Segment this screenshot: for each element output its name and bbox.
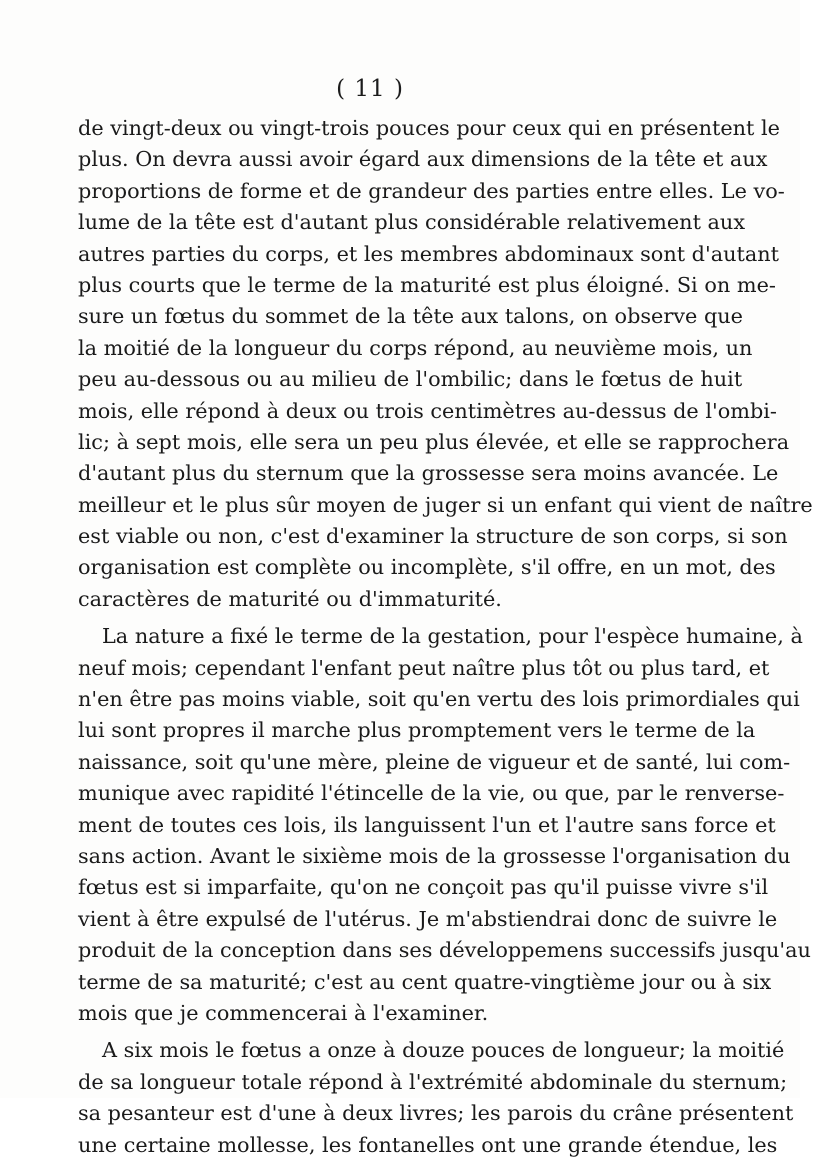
text-line: vient à être expulsé de l'utérus. Je m'abstiendrai donc de suivre le <box>78 906 778 931</box>
text-line: lume de la tête est d'autant plus considérable relativement aux <box>78 210 746 235</box>
text-line: naissance, soit qu'une mère, pleine de vigueur et de santé, lui com- <box>78 749 791 774</box>
paragraph <box>78 113 813 615</box>
text-line: organisation est complète ou incomplète, s'il offre, en un mot, des <box>78 555 776 580</box>
text-line: mois que je commencerai à l'examiner. <box>78 1000 489 1025</box>
text-line: produit de la conception dans ses développemens successifs jusqu'au <box>78 938 811 963</box>
text-line: ment de toutes ces lois, ils languissent l'un et l'autre sans force et <box>78 812 776 837</box>
text-line: terme de sa maturité; c'est au cent quatre-vingtième jour ou à six <box>78 969 772 994</box>
page-number: ( 11 ) <box>336 76 404 102</box>
text-line: n'en être pas moins viable, soit qu'en vertu des lois primordiales qui <box>78 687 800 712</box>
text-line: proportions de forme et de grandeur des parties entre elles. Le vo- <box>78 178 785 203</box>
text-line: d'autant plus du sternum que la grossesse sera moins avancée. Le <box>78 461 779 486</box>
text-line: une certaine mollesse, les fontanelles ont une grande étendue, les <box>78 1132 778 1157</box>
text-line: la moitié de la longueur du corps répond, au neuvième mois, un <box>78 335 753 360</box>
text-line: meilleur et le plus sûr moyen de juger si un enfant qui vient de naître <box>78 492 813 517</box>
text-line: lui sont propres il marche plus promptement vers le terme de la <box>78 718 756 743</box>
text-line: autres parties du corps, et les membres abdominaux sont d'autant <box>78 241 780 266</box>
text-line: fœtus est si imparfaite, qu'on ne conçoit pas qu'il puisse vivre s'il <box>78 875 769 900</box>
text-line: sure un fœtus du sommet de la tête aux talons, on observe que <box>78 304 743 329</box>
text-line: plus. On devra aussi avoir égard aux dimensions de la tête et aux <box>78 147 768 172</box>
text-line: de sa longueur totale répond à l'extrémité abdominale du sternum; <box>78 1069 788 1094</box>
paragraph <box>78 1035 794 1161</box>
text-line: sans action. Avant le sixième mois de la grossesse l'organisation du <box>78 843 791 868</box>
body-text <box>78 113 813 1161</box>
text-line: caractères de maturité ou d'immaturité. <box>78 586 502 611</box>
text-line: de vingt-deux ou vingt-trois pouces pour ceux qui en présentent le <box>78 116 780 140</box>
text-line: sa pesanteur est d'une à deux livres; les parois du crâne présentent <box>78 1101 794 1126</box>
paragraph <box>78 621 811 1029</box>
text-line: plus courts que le terme de la maturité est plus éloigné. Si on me- <box>78 272 776 297</box>
text-line: A six mois le fœtus a onze à douze pouces de longueur; la moitié <box>102 1038 785 1063</box>
text-line: mois, elle répond à deux ou trois centimètres au-dessus de l'ombi- <box>78 398 777 423</box>
text-line: est viable ou non, c'est d'examiner la structure de son corps, si son <box>78 524 788 549</box>
text-line: La nature a fixé le terme de la gestation, pour l'espèce humaine, à <box>102 624 803 649</box>
text-line: peu au-dessous ou au milieu de l'ombilic; dans le fœtus de huit <box>78 367 743 392</box>
text-line: munique avec rapidité l'étincelle de la vie, ou que, par le renverse- <box>78 781 785 806</box>
text-line: lic; à sept mois, elle sera un peu plus élevée, et elle se rapprochera <box>78 429 790 454</box>
text-line: neuf mois; cependant l'enfant peut naître plus tôt ou plus tard, et <box>78 655 770 680</box>
